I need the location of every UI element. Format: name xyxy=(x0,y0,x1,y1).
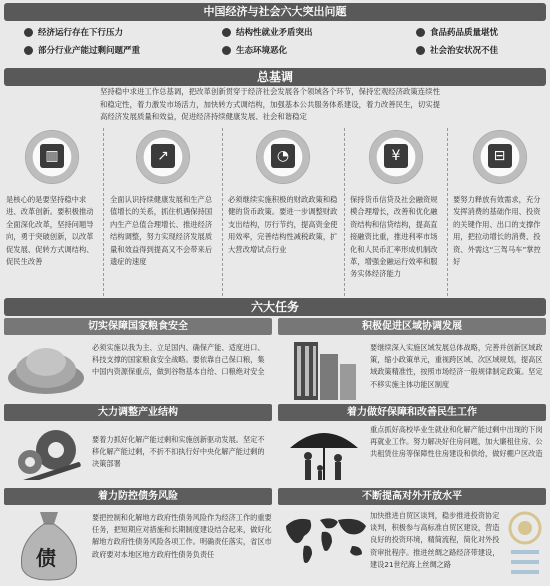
watermark-logo xyxy=(505,510,545,578)
problem-item: 食品药品质量堪忧 xyxy=(416,26,498,38)
shopping-basket-icon: ⊟ xyxy=(465,126,535,186)
problems-list xyxy=(10,22,542,66)
yuan-coin-icon: ¥ xyxy=(361,126,431,186)
divider xyxy=(344,128,345,296)
world-map-image xyxy=(282,512,368,568)
task-text: 要把控制和化解地方政府性债务风险作为经济工作的重要任务，把短期应对措施和长期制度建设结合起来，做好化解地方政府性债务风险各项工作。明确责任落实，省区市政府要对本地区地方政府性债务负责任 xyxy=(92,513,272,559)
bullet-icon xyxy=(24,28,33,37)
column-5: ⊟ 要努力释放有效需求，充分发挥消费的基础作用、投资的关键作用、出口的支撑作用，把拉动增长的消费、投资、外需这“三驾马车”掌控好 xyxy=(453,126,546,300)
task-title: 着力做好保障和改善民生工作 xyxy=(278,404,546,421)
debt-label: 债 xyxy=(36,546,56,570)
problem-item: 生态环境恶化 xyxy=(222,44,287,56)
task-title: 着力防控债务风险 xyxy=(4,488,272,505)
task-title: 大力调整产业结构 xyxy=(4,404,272,421)
column-1: ▥ 是核心的是要坚持稳中求进、改革创新。要积极推动全面深化改革，坚持问题导向，勇于突破创新，以改革促发展、促转方式调结构、促民生改善 xyxy=(6,126,98,300)
problem-item: 社会治安状况不佳 xyxy=(416,44,498,56)
bullet-icon xyxy=(24,46,33,55)
bullet-icon xyxy=(222,28,231,37)
page-title: 中国经济与社会六大突出问题 xyxy=(4,3,546,21)
family-umbrella-image xyxy=(284,424,364,484)
section-header-summary: 总基调 xyxy=(4,68,546,86)
column-2: ↗ 全面认识持续健康发展和生产总值增长的关系，抓住机遇保持国内生产总值合理增长、推进经济结构调整，努力实现经济发展质量和效益得到提高又不会带来后遗症的速度 xyxy=(110,126,216,300)
task-title: 不断提高对外开放水平 xyxy=(278,488,546,505)
problem-item: 经济运行存在下行压力 xyxy=(24,26,123,38)
task-title: 积极促进区域协调发展 xyxy=(278,318,546,335)
bullet-icon xyxy=(222,46,231,55)
divider xyxy=(103,128,104,296)
column-3: ◔ 必须继续实施积极的财政政策和稳健的货币政策。要进一步调整财政支出结构，厉行节约，提高资金使用效率，完善结构性减税政策，扩大营改增试点行业 xyxy=(228,126,338,300)
task-title: 切实保障国家粮食安全 xyxy=(4,318,272,335)
task-text: 要继续深入实施区域发展总体战略，完善并创新区域政策，缩小政策单元，重视跨区域、次区域规划，提高区域政策精准性，按照市场经济一般规律制定政策。坚定不移实施主体功能区制度 xyxy=(370,343,543,389)
section-header-tasks: 六大任务 xyxy=(4,298,546,316)
summary-text: 坚持稳中求进工作总基调，把改革创新贯穿于经济社会发展各个领域各个环节，保持宏观经济政策连续性和稳定性，着力激发市场活力，加快转方式调结构，加强基本公共服务体系建设，着力改善民生，切实提高经济发展质量和效益，促进经济持续健康发展、社会和谐稳定 xyxy=(100,87,440,122)
column-4: ¥ 保持货币信贷及社会融资规模合理增长，改善和优化融资结构和信贷结构，提高直接融资比重，推进利率市场化和人民币汇率形成机制改革，增强金融运行效率和服务实体经济能力 xyxy=(350,126,442,300)
problem-item: 结构性就业矛盾突出 xyxy=(222,26,313,38)
debt-bag-image xyxy=(14,508,84,582)
divider xyxy=(222,128,223,296)
task-text: 重点抓好高校毕业生就业和化解产能过剩中出现的下岗再就业工作。努力解决好住房问题，加大廉租住房、公共租赁住房等保障性住房建设和供给，做好棚户区改造 xyxy=(370,425,543,459)
coins-chart-icon: ◔ xyxy=(248,126,318,186)
bullet-icon xyxy=(416,28,425,37)
bar-chart-icon: ▥ xyxy=(17,126,87,186)
task-text: 必须实施以我为主、立足国内、确保产能、适度进口、科技支撑的国家粮食安全战略。要依靠自己保口粮，集中国内资源保重点，做到谷物基本自给、口粮绝对安全 xyxy=(92,343,265,377)
task-text: 加快推进自贸区谈判，稳步推进投资协定谈判，积极参与高标准自贸区建设，营造良好的投资环境，精简流程，简化对外投资审批程序。推进丝绸之路经济带建设，建设21世纪海上丝绸之路 xyxy=(370,511,500,569)
skyscraper-image xyxy=(284,336,364,402)
task-text: 要着力抓好化解产能过剩和实施创新驱动发展。坚定不移化解产能过剩，不折不扣执行好中央化解产能过剩的决策部署 xyxy=(92,435,265,469)
divider xyxy=(447,128,448,296)
gears-wrench-image xyxy=(8,424,88,480)
growth-arrow-icon: ↗ xyxy=(128,126,198,186)
grain-pile-image xyxy=(6,338,86,394)
problem-item: 部分行业产能过剩问题严重 xyxy=(24,44,140,56)
bullet-icon xyxy=(416,46,425,55)
